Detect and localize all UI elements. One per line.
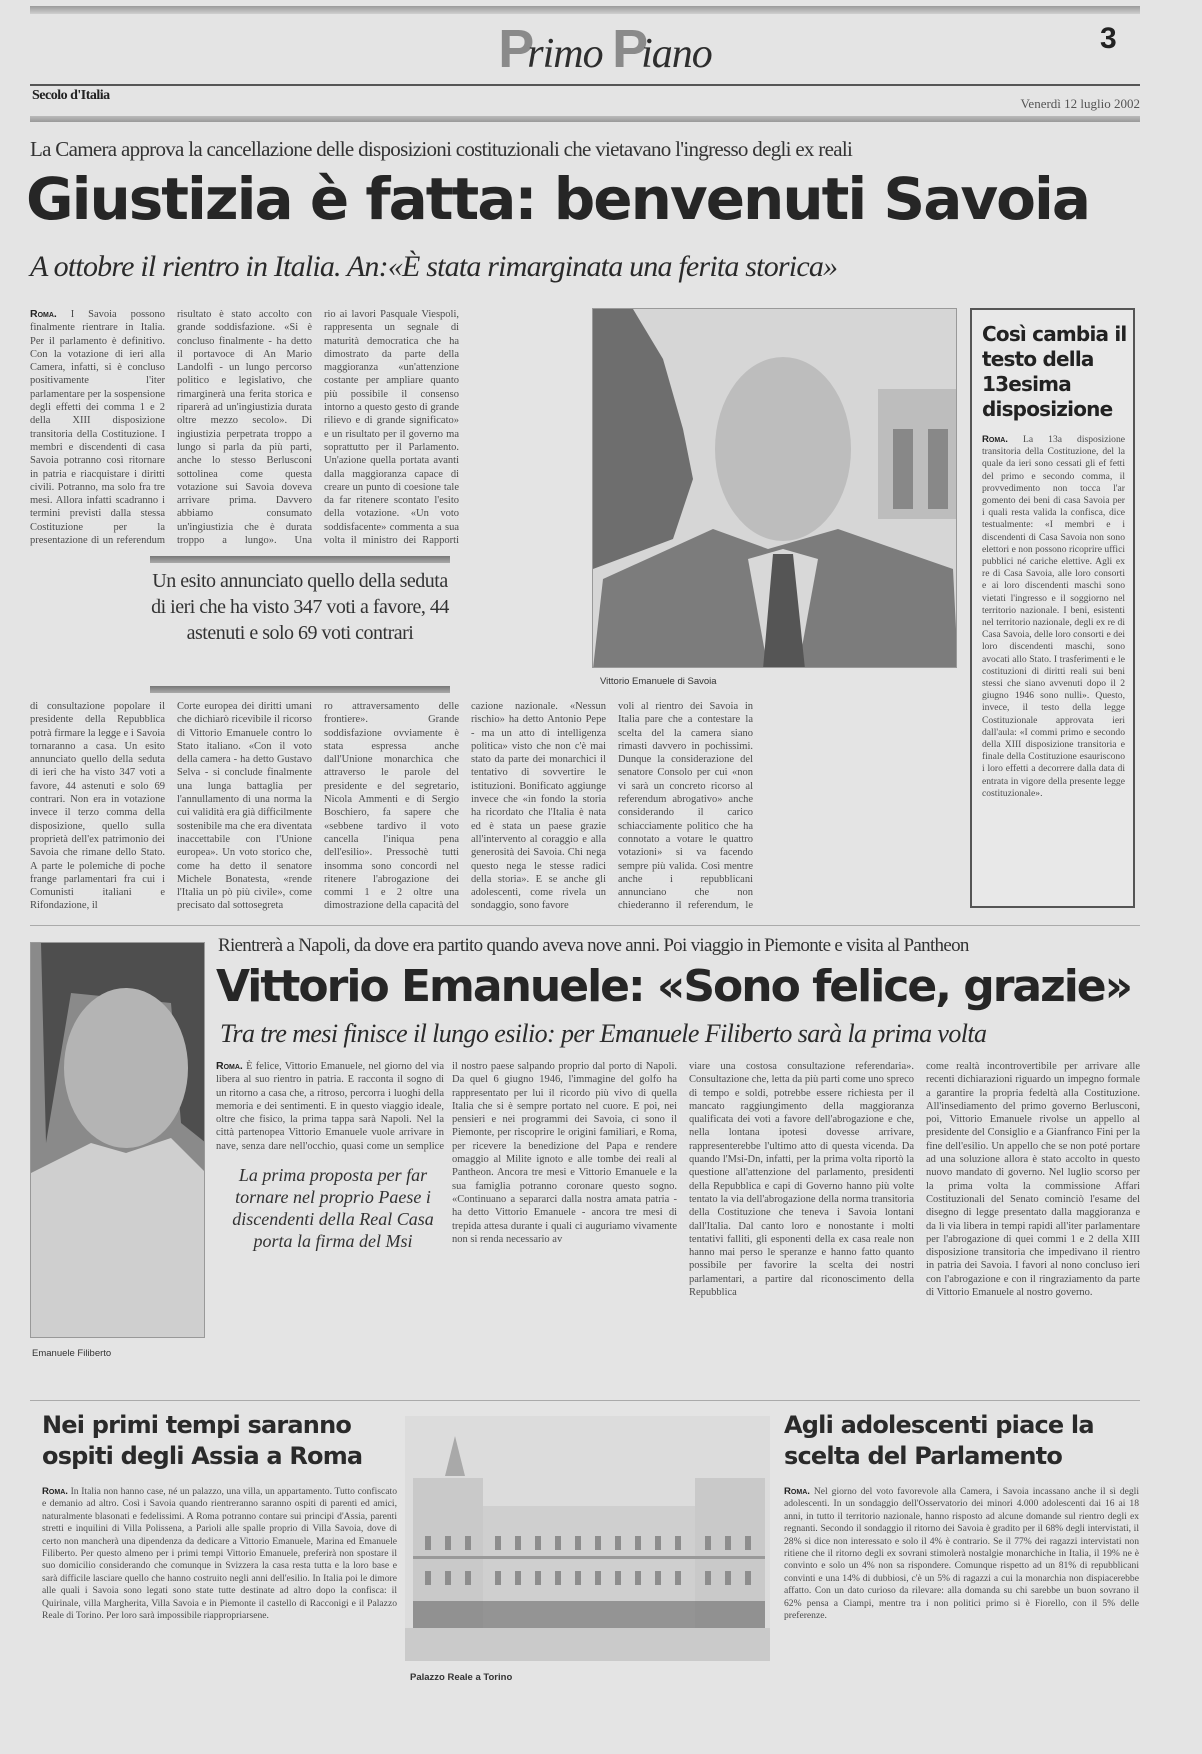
section-title xyxy=(440,16,770,82)
section-title-word: iano xyxy=(641,31,712,77)
sidebar-headline: Così cambia il testo della 13esima disposizione xyxy=(982,322,1127,421)
article-text: viare una costosa consultazione referendaria». Consultazione che, letta da più parti come uno spreco di tempo e soldi, potrebbe essere richiesta per il mancato raggiungimento della maggioranza qualificata dei voti a favore dell'abrogazione e che, nella lontana ipotesi dovesse arrivare, rappresenterebbe l'ultimo atto di questa vicenda. Da quando l'Msi-Dn, infatti, per la prima volta riportò la questione all'attenzione del parlamento, presidenti della Repubblica e capi di Governo hanno più volte tentato la via dell'abrogazione della norma transitoria della Costituzione che teneva i Savoia lontani dall'Italia. Dal canto loro e nonostante i molti tentativi falliti, gli esponenti della ex casa reale non hanno mai perso le speranze e hanno fatto quanto possibile per favorire la scelta dei nostri parlamentari, a partire dal riconoscimento della Repubblica xyxy=(689,1061,914,1299)
lead-column-1 xyxy=(30,308,165,547)
portrait-image xyxy=(31,943,205,1338)
section-divider xyxy=(30,925,1140,926)
section-title-initial: P xyxy=(498,19,534,79)
masthead-top-rule xyxy=(30,6,1140,14)
photo-caption: Palazzo Reale a Torino xyxy=(410,1672,513,1683)
lead-column-lower-2 xyxy=(177,700,312,913)
article-text: I Savoia possono finalmente rientrare in Italia. Per il parlamento è definitivo. Con la votazione di ieri alla Camera, infatti, si è concluso positivamente l'iter parlamentare per la sospensione degli effetti dei comma 1 e 2 della XIII disposizione transitoria della Costituzione. I membri e discendenti di casa Savoia potranno così ritornare in patria e riacquistare i diritti civili. Potranno, ma solo fra tre mesi. Allora infatti scadranno i termini previsti dalla stessa Costituzione per la presentazione di un referendum xyxy=(30,309,165,547)
section-title-word: rimo xyxy=(527,31,603,77)
pull-quote-rule xyxy=(150,556,450,563)
lead-column-lower-3 xyxy=(324,700,459,913)
page-number: 3 xyxy=(1100,22,1117,55)
second-column-3 xyxy=(689,1060,914,1392)
second-column-2 xyxy=(452,1060,677,1392)
article-text: risultato è stato accolto con grande soddisfazione. «Si è concluso finalmente - ha detto il portavoce di An Mario Landolfi - un lungo percorso politico e legislativo, che rimarginerà una ferita storica e riparerà ad un'ingiustizia durata oltre mezzo secolo». Di ingiustizia perpetrata troppo a lungo si parla da più parti, anche lo stesso Berlusconi sottolinea come questa votazione sui Savoia doveva arrivare prima. Davvero abbiamo consumato un'ingiustizia che è durata troppo a lungo». Una xyxy=(177,309,312,547)
section-title-initial: P xyxy=(612,19,648,79)
pull-quote-rule xyxy=(150,686,450,693)
bottom-left-text xyxy=(42,1486,397,1696)
bottom-right-headline: Agli adolescenti piace la scelta del Parlamento xyxy=(784,1411,1094,1470)
article-text: In Italia non hanno case, né un palazzo, una villa, un appartamento. Tutto confiscato e demanio ad altro. Così i Savoia quando rientreranno saranno ospiti di parenti ed amici, naturalmente blasonati e fedelissimi. A Roma potranno contare sui principi d'Assia, parenti stretti e inquilini di Villa Polissena, a Parioli alle spalle proprio di Villa Savoia, dove di certo non mancherà una dipendenza da dedicare a Vittorio Emanuele, Marina ed Emanuele Filiberto. Per questo almeno per i primi tempi Vittorio Emanuele, preferirà non spostare il suo domicilio considerando che comunque in Svizzera la casa resta tutta e la loro base e sarà difficile lasciare quello che hanno costruito negli anni dell'esilio. In Italia poi le dimore alle quali i Savoia sono legati sono state tutte destinate ad altro dopo la confisca: il Quirinale, villa Margherita, Villa Savoia e in Piemonte il castello di Racconigi e il Palazzo Reale di Torino. Per loro sarà impossibile riappropriarsene. xyxy=(42,1486,397,1622)
sidebar-text xyxy=(972,422,1133,878)
bottom-left-headline: Nei primi tempi saranno ospiti degli Assia a Roma xyxy=(42,1411,363,1470)
dateline: Roma. xyxy=(216,1060,243,1072)
article-text: il nostro paese salpando proprio dal porto di Napoli. Da quel 6 giugno 1946, l'immagine del golfo ha rappresentato per lui il ricordo più vivo di quella Italia che si è sempre portato nel cuore. E poi, nei pensieri e nei programmi dei Savoia, ci sono il Piemonte, per riscoprire le origini familiari, e Roma, per ricevere la benedizione del Papa e rendere omaggio al Milite ignoto e alle tombe dei reali al Pantheon. Ancora tre mesi e Vittorio Emanuele e la sua famiglia potranno coronare questo sogno. «Continuano a separarci dalla nostra amata patria - ha detto Vittorio Emanuele - ancora tre mesi di trepida attesa durante i quali ci auguriamo vivamente non si renda necessario av xyxy=(452,1061,677,1245)
lead-column-lower-4 xyxy=(471,700,606,913)
lead-column-2 xyxy=(177,308,312,547)
sidebar-body: La 13a disposizione transitoria della Costituzione, del la quale da ieri sono cessati gli ef fetti del primo e secondo comma, il provvedimento non tocca l'ar gomento dei beni di casa Savoia per i quali resta valida la confisca, dice testualmente: «I membri e i discendenti di Casa Savoia non sono elettori e non possono ricoprire uffici pubblici né cariche elettive. Agli ex re di Casa Savoia, alle loro consorti e ai loro discendenti maschi sono vietati l'ingresso e il soggiorno nel territorio nazionale. I beni, esistenti nel territorio nazionale, degli ex re di Casa Savoia, delle loro consorti e dei loro discendenti maschi, sono avocati allo Stato. I trasferimenti e le costituzioni di diritti reali sui beni stessi che siano avvenuti dopo il 2 giugno 1946 sono nulli». Questo, invece, il testo della legge Costituzionale approvata ieri dall'aula: «I commi primo e secondo della XIII disposizione transitoria e finale della Costituzione esauriscono i loro effetti a decorrere dalla data di entrata in vigore della presente legge costituzionale». xyxy=(982,434,1125,799)
pull-quote: Un esito annunciato quello della seduta di ieri che ha visto 347 voti a favore, 44 astenuti e solo 69 voti contrari xyxy=(151,570,449,644)
article-text: rio ai lavori Pasquale Viespoli, rappresenta un segnale di maturità democratica che ha dimostrato da parte della maggioranza «un'attenzione costante per ampliare quanto più possibile il consenso intorno a questo gesto di grande rilievo e di grande significato» e un risultato per il governo ma soprattutto per il Parlamento. Un'azione quella portata avanti dalla maggioranza capace di creare un punto di coesione tale da far ritenere scontato l'esito della votazione. «Un voto soddisfacente» commenta a sua volta il ministro dei Rapporti xyxy=(324,309,459,547)
publication-date: Venerdì 12 luglio 2002 xyxy=(1020,96,1140,111)
lead-deck: A ottobre il rientro in Italia. An:«È stata rimarginata una ferita storica» xyxy=(30,250,838,283)
dateline: Roma. xyxy=(42,1486,68,1497)
photo-emanuele-filiberto xyxy=(30,942,205,1338)
second-column-1 xyxy=(216,1060,444,1153)
article-text: di consultazione popolare il presidente della Repubblica potrà firmare la legge e i Savoia tornaranno a casa. Un esito annunciato quello della seduta di ieri che ha visto 347 voti a favore, 44 astenuti e solo 69 contrari. Non era in votazione invece il terzo comma della disposizione, quello sulla proprietà dell'ex patrimonio dei Savoia che rimane dello Stato. A parte le polemiche di poche frange parlamentari fra cui i Comunisti italiani e Rifondazione, il xyxy=(30,701,165,912)
lead-column-lower-5 xyxy=(618,700,753,913)
second-column-4 xyxy=(926,1060,1140,1392)
second-kicker: Rientrerà a Napoli, da dove era partito quando aveva nove anni. Poi viaggio in Piemonte e visita al Pantheon xyxy=(218,935,969,956)
article-text: ro attraversamento delle frontiere». Grande soddisfazione ovviamente è stata espressa anche dall'Unione monarchica che attraverso le parole del presidente e del segretario, Nicola Ammenti e di Sergio Boschiero, fa sapere che «sebbene tardivo il voto cancella l'iniqua pena dell'esilio». Pressochè tutti insomma sono concordi nel ritenere l'abrogazione dei commi 1 e 2 oltre una dimostrazione della capacità del xyxy=(324,701,459,912)
article-text: voli al rientro dei Savoia in Italia pare che a contestare la scelta del la camera siano rimasti davvero in pochissimi. Dunque la considerazione del senatore Consolo per cui «non vi sarà un concreto ricorso al referendum abrogativo» anche considerando il carico schiacciamente politico che ha connotato a votare le quattro votazioni» si va facendo sempre più valida. Così mentre anche i repubblicani annunciano che non chiederanno il referendum, le xyxy=(618,701,753,912)
article-text: Corte europea dei diritti umani che dichiarò ricevibile il ricorso di Vittorio Emanuele contro lo Stato italiano. «Con il voto della camera - ha detto Gustavo Selva - si conclude finalmente una lunga battaglia per l'annullamento di una norma la cui validità era già difficilmente sostenibile ma che era diventata inaccettabile con l'Unione europea». Un voto storico che, come ha detto il senatore Michele Bonatesta, «rende l'Italia un pò più civile», come precisato dal sottosegreta xyxy=(177,701,312,912)
building-image xyxy=(405,1416,770,1661)
second-headline: Vittorio Emanuele: «Sono felice, grazie» xyxy=(216,961,1132,1012)
pull-quote: La prima proposta per far tornare nel proprio Paese i discendenti della Real Casa porta la firma del Msi xyxy=(232,1165,434,1251)
dateline: Roma. xyxy=(30,308,57,320)
article-text: È felice, Vittorio Emanuele, nel giorno del via libera al suo rientro in patria. E racconta il sogno di un ritorno a casa che, a ritroso, percorra i luoghi della memoria e dei sentimenti. E in questo viaggio ideale, oltre che fisico, la prima tappa sarà Napoli. Nel la città partenopea Vittorio Emanuele vuole arrivare in nave, senza dare nell'occhio, quasi come un semplice xyxy=(216,1061,444,1152)
lead-column-lower-1 xyxy=(30,700,165,913)
article-text: Nel giorno del voto favorevole alla Camera, i Savoia incassano anche il sì degli adolescenti. In un sondaggio dell'Osservatorio dei minori 4.000 adolescenti dai 16 ai 18 anni, in tutto il territorio nazionale, hanno risposto ad alcune domande sul rientro degli ex regnanti. Secondo il sondaggio il ritorno dei Savoia è gradito per il 68% degli intervistati, il 28% si dice non interessato e solo il 4% è contrario. Se il 77% dei ragazzi intervistati non ritiene che il ritorno degli ex sovrani stimolerà nostalgie monarchiche in Italia, il 19% ne è convinto e solo un 4% non sa rispondere. Comunque rispetto ad un 81% di repubblicani convinti e una 14% di dubbiosi, c'è un 5% di ragazzi a cui la monarchia non dispiacerebbe affatto. Con un dato curioso da rilevare: alla domanda su chi sarebbe un buon sovrano il 62% pensa a Ciampi, mentre tra i non politici primo si è Fiorello, con il 5% delle preferenze. xyxy=(784,1486,1139,1622)
second-deck: Tra tre mesi finisce il lungo esilio: per Emanuele Filiberto sarà la prima volta xyxy=(220,1019,987,1048)
dateline: Roma. xyxy=(784,1486,810,1497)
photo-caption: Vittorio Emanuele di Savoia xyxy=(600,676,717,687)
portrait-image xyxy=(593,309,957,668)
masthead-bottom-rule xyxy=(30,116,1140,122)
photo-caption: Emanuele Filiberto xyxy=(32,1348,112,1359)
article-text: come realtà incontrovertibile per arrivare alle recenti dichiarazioni riguardo un impegno formale a garantire la propria fedeltà alla Costituzione. All'insediamento del primo governo Berlusconi, poi, Vittorio Emanuele rivolse un appello al presidente del Consiglio e a Gianfranco Fini per la fine dell'esilio. Un appello che se non poté portare ad una soluzione allora è stato accolto in questo nuovo mandato di governo. Nel luglio scorso per la prima volta la commissione Affari Costituzionali del Senato cominciò l'esame del disegno di legge presentato dalla maggioranza e da lì via libera in tempi rapidi all'iter parlamentare per l'abrogazione di quei commi 1 e 2 della XIII disposizione transitoria che impedivano il rientro in patria dei Savoia. I favori al nono concluso ieri con l'abrogazione e con il ringraziamento da parte di Vittorio Emanuele al nostro governo. xyxy=(926,1061,1140,1299)
lead-column-3 xyxy=(324,308,459,547)
lead-kicker: La Camera approva la cancellazione delle disposizioni costituzionali che vietavano l'ingresso degli ex reali xyxy=(30,137,853,161)
dateline: Roma. xyxy=(982,434,1008,445)
bottom-right-text xyxy=(784,1486,1139,1696)
article-text: cazione nazionale. «Nessun rischio» ha detto Antonio Pepe - ma un atto di intelligenza politica» visto che non c'è mai stato da parte dei monarchici il tentativo di sovvertire le istituzioni. Bonificato aggiunge invece che «in fondo la storia ha ricordato che l'Italia è nata ed è stata un paese grazie all'intervento al coraggio e alla generosità dei Savoia. Chi nega questo nega le stesse radici della storia». E se anche gli adolescenti, come rivela un sondaggio, sono favore xyxy=(471,701,606,912)
sidebar-box xyxy=(970,308,1135,908)
photo-palazzo-reale xyxy=(405,1416,770,1661)
newspaper-name: Secolo d'Italia xyxy=(32,88,110,103)
photo-vittorio-emanuele xyxy=(592,308,957,668)
lead-headline: Giustizia è fatta: benvenuti Savoia xyxy=(26,165,1090,233)
section-divider xyxy=(30,1400,1140,1401)
masthead-line xyxy=(30,84,1140,86)
